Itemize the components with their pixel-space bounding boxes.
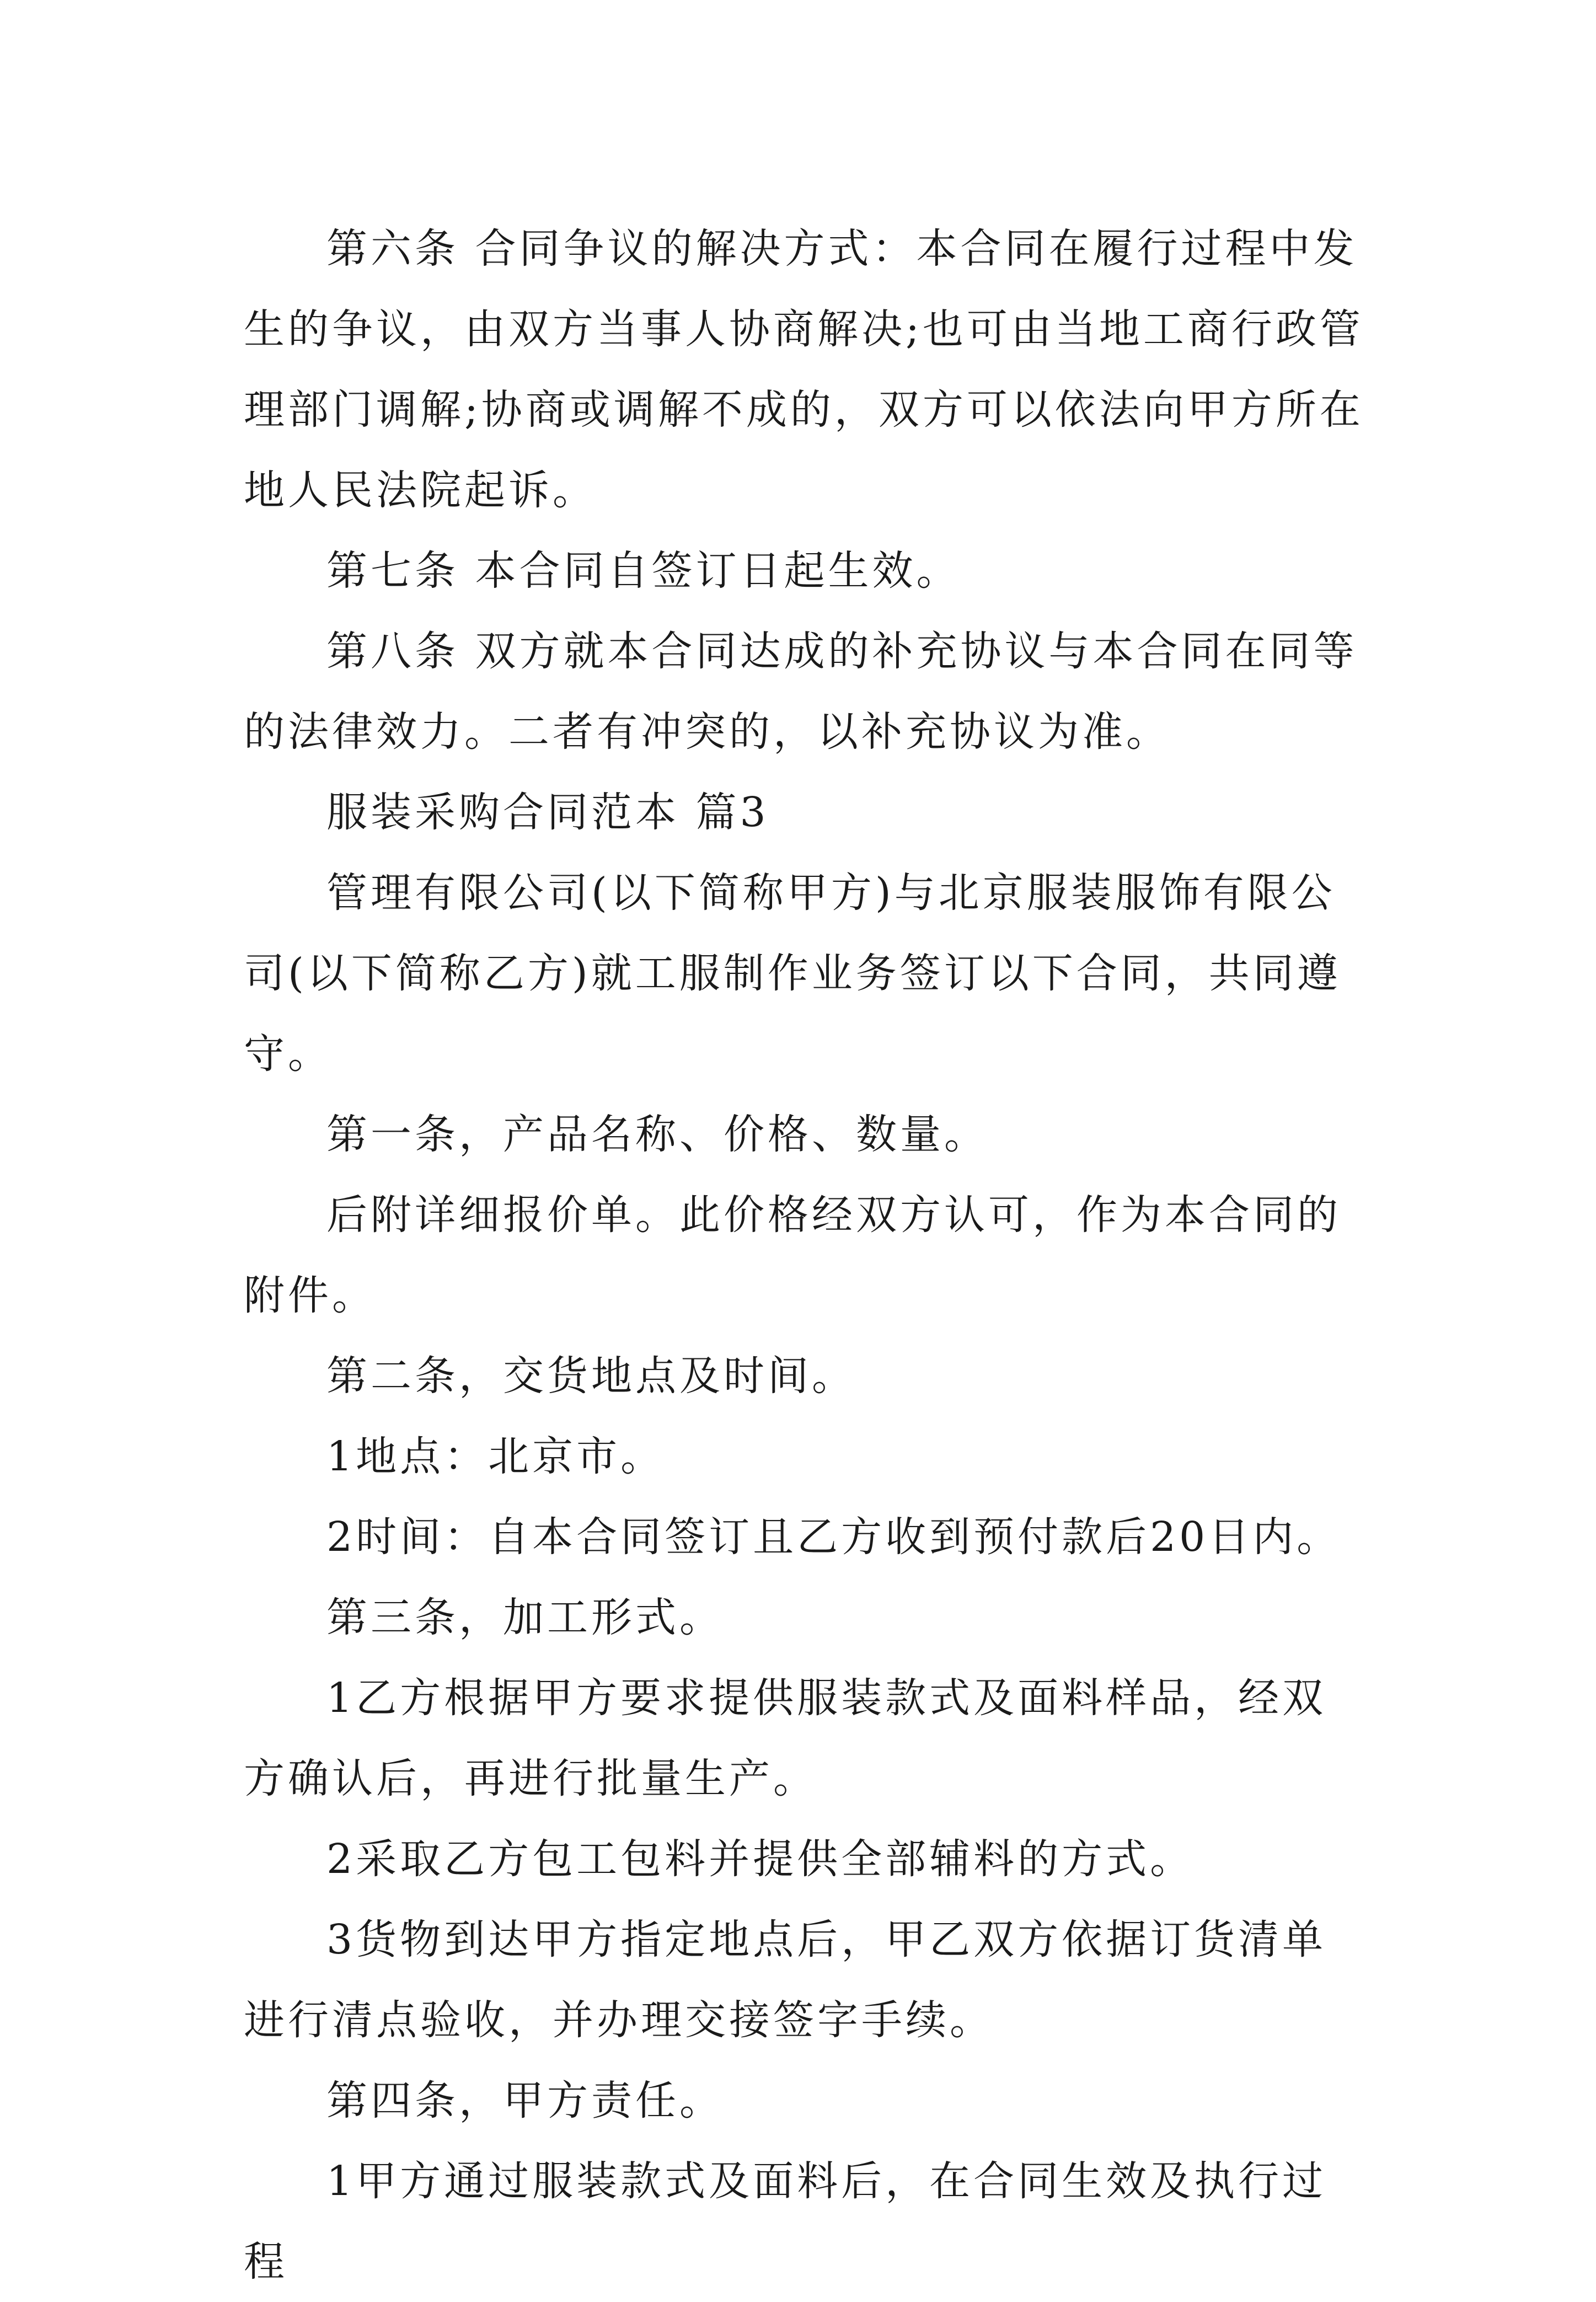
paragraph-article-7: 第七条 本合同自签订日起生效。 — [326, 547, 961, 595]
paragraph-clause-3-item-1: 1乙方根据甲方要求提供服装款式及面料样品，经双方确认后，再进行批量生产。 — [244, 1674, 1327, 1802]
paragraph-clause-2: 第二条，交货地点及时间。 — [326, 1352, 856, 1400]
section-heading: 服装采购合同范本 篇3 — [326, 789, 769, 836]
document-body — [244, 208, 1369, 2302]
paragraph-clause-3: 第三条，加工形式。 — [326, 1594, 724, 1641]
paragraph-article-8: 第八条 双方就本合同达成的补充协议与本合同在同等的法律效力。二者有冲突的，以补充协议为准。 — [244, 628, 1358, 756]
paragraph-clause-3-item-2: 2采取乙方包工包料并提供全部辅料的方式。 — [326, 1835, 1195, 1883]
paragraph-clause-3-item-3: 3货物到达甲方指定地点后，甲乙双方依据订货清单进行清点验收，并办理交接签字手续。 — [244, 1916, 1327, 2044]
paragraph-intro: 管理有限公司(以下简称甲方)与北京服装服饰有限公司(以下简称乙方)就工服制作业务签订以下合同，共同遵守。 — [244, 869, 1341, 1078]
paragraph-clause-1-detail: 后附详细报价单。此价格经双方认可，作为本合同的附件。 — [244, 1191, 1341, 1319]
paragraph-clause-2-item-2: 2时间：自本合同签订且乙方收到预付款后20日内。 — [326, 1513, 1341, 1561]
paragraph-article-6: 第六条 合同争议的解决方式：本合同在履行过程中发生的争议，由双方当事人协商解决;也可由当地工商行政管理部门调解;协商或调解不成的，双方可以依法向甲方所在地人民法院起诉。 — [244, 225, 1364, 514]
paragraph-clause-1: 第一条，产品名称、价格、数量。 — [326, 1111, 988, 1158]
paragraph-clause-4: 第四条，甲方责任。 — [326, 2077, 724, 2124]
paragraph-clause-2-item-1: 1地点：北京市。 — [326, 1433, 665, 1480]
paragraph-clause-4-item-1: 1甲方通过服装款式及面料后，在合同生效及执行过程 — [244, 2158, 1327, 2285]
